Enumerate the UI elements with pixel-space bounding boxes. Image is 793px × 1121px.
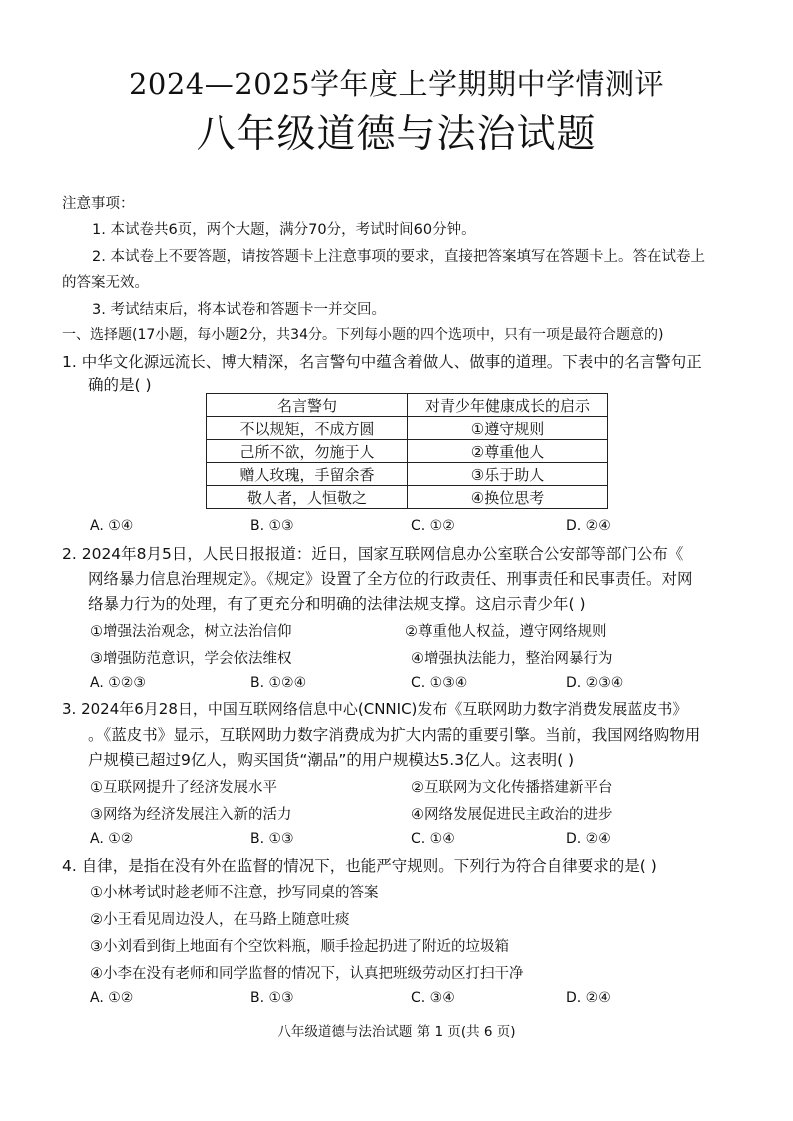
- table-cell: 己所不欲，勿施于人: [207, 440, 408, 463]
- section-heading: 一、选择题(17小题，每小题2分，共34分。下列每小题的四个选项中，只有一项是最符合题意的): [62, 327, 664, 343]
- q3-choice-b: B. ①③: [250, 831, 294, 847]
- q2-option-2: ②尊重他人权益，遵守网络规则: [405, 624, 607, 640]
- table-cell: 赠人玫瑰，手留余香: [207, 463, 408, 486]
- notice-item-2-line1: 2. 本试卷上不要答题，请按答题卡上注意事项的要求，直接把答案填写在答题卡上。答在试卷上: [92, 249, 705, 265]
- q1-choice-b: B. ①③: [250, 518, 294, 534]
- q4-option-1: ①小林考试时趁老师不注意，抄写同桌的答案: [90, 885, 379, 901]
- table-header-row: [207, 394, 608, 417]
- table-row: [207, 486, 608, 509]
- q2-choice-b: B. ①②④: [250, 675, 307, 691]
- table-header: 对青少年健康成长的启示: [408, 394, 608, 417]
- table-cell: ③乐于助人: [408, 463, 608, 486]
- notice-heading: 注意事项：: [62, 196, 135, 212]
- q3-option-2: ②互联网为文化传播搭建新平台: [411, 780, 613, 796]
- q2-option-4: ④增强执法能力，整治网暴行为: [411, 651, 613, 667]
- q1-choice-c: C. ①②: [411, 518, 455, 534]
- q2-choice-d: D. ②③④: [566, 675, 624, 691]
- q1-stem-line1: 1. 中华文化源远流长、博大精深，名言警句中蕴含着做人、做事的道理。下表中的名言警句正: [62, 353, 702, 371]
- q3-option-3: ③网络为经济发展注入新的活力: [90, 807, 292, 823]
- q3-choice-a: A. ①②: [90, 831, 134, 847]
- notice-item-2-line2: 的答案无效。: [62, 275, 149, 291]
- q4-option-3: ③小刘看到街上地面有个空饮料瓶，顺手捡起扔进了附近的垃圾箱: [90, 939, 509, 955]
- table-cell: ②尊重他人: [408, 440, 608, 463]
- exam-title-line2: 八年级道德与法治试题: [196, 112, 597, 157]
- q1-choice-d: D. ②④: [566, 518, 611, 534]
- table-row: [207, 463, 608, 486]
- q3-stem-line3: 户规模已超过9亿人，购买国货“潮品”的用户规模达5.3亿人。这表明( ): [88, 751, 575, 769]
- q4-choice-a: A. ①②: [90, 990, 134, 1006]
- q3-choice-c: C. ①④: [411, 831, 455, 847]
- table-row: [207, 440, 608, 463]
- notice-item-3: 3. 考试结束后，将本试卷和答题卡一并交回。: [92, 302, 386, 318]
- q4-choice-c: C. ③④: [411, 990, 455, 1006]
- q4-choice-d: D. ②④: [566, 990, 611, 1006]
- q4-option-4: ④小李在没有老师和同学监督的情况下，认真把班级劳动区打扫干净: [90, 966, 524, 982]
- q3-stem-line1: 3. 2024年6月28日，中国互联网络信息中心(CNNIC)发布《互联网助力数字消费发展蓝皮书》: [62, 700, 688, 718]
- q3-option-1: ①互联网提升了经济发展水平: [90, 780, 277, 796]
- exam-title-line1: 2024—2025学年度上学期期中学情测评: [128, 67, 665, 101]
- q3-option-4: ④网络发展促进民主政治的进步: [411, 807, 613, 823]
- table-cell: 敬人者，人恒敬之: [207, 486, 408, 509]
- q2-option-1: ①增强法治观念，树立法治信仰: [90, 624, 292, 640]
- table-cell: ④换位思考: [408, 486, 608, 509]
- q4-option-2: ②小王看见周边没人，在马路上随意吐痰: [90, 912, 350, 928]
- table-cell: 不以规矩，不成方圆: [207, 417, 408, 440]
- q3-stem-line2: 。《蓝皮书》显示，互联网助力数字消费成为扩大内需的重要引擎。当前，我国网络购物用: [88, 726, 701, 744]
- q4-choice-b: B. ①③: [250, 990, 294, 1006]
- q4-stem-line1: 4. 自律，是指在没有外在监督的情况下，也能严守规则。下列行为符合自律要求的是( ): [62, 857, 657, 875]
- q2-stem-line2: 网络暴力信息治理规定》。《规定》设置了全方位的行政责任、刑事责任和民事责任。对网: [88, 570, 693, 588]
- q1-quotes-table: [206, 393, 608, 509]
- table-row: [207, 417, 608, 440]
- q2-choice-c: C. ①③④: [411, 675, 468, 691]
- q3-choice-d: D. ②④: [566, 831, 611, 847]
- q2-choice-a: A. ①②③: [90, 675, 146, 691]
- q1-choice-a: A. ①④: [90, 518, 134, 534]
- page-footer: 八年级道德与法治试题 第 1 页(共 6 页): [277, 1024, 516, 1040]
- notice-item-1: 1. 本试卷共6页，两个大题，满分70分，考试时间60分钟。: [92, 222, 476, 238]
- q1-stem-line2: 确的是( ): [88, 376, 152, 394]
- table-header: 名言警句: [207, 394, 408, 417]
- q2-stem-line1: 2. 2024年8月5日，人民日报报道：近日，国家互联网信息办公室联合公安部等部门公布《: [62, 545, 684, 563]
- q2-option-3: ③增强防范意识，学会依法维权: [90, 651, 292, 667]
- table-cell: ①遵守规则: [408, 417, 608, 440]
- q2-stem-line3: 络暴力行为的处理，有了更充分和明确的法律法规支撑。这启示青少年( ): [88, 595, 586, 613]
